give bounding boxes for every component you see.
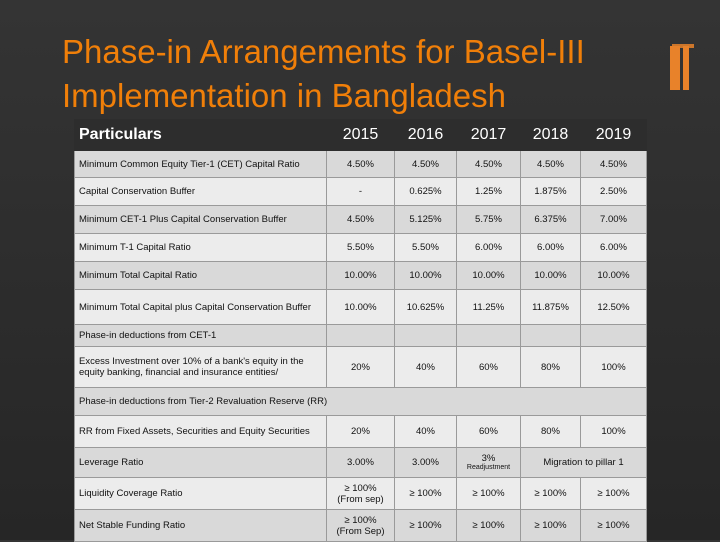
- column-header: 2019: [581, 120, 647, 151]
- table-cell: ≥ 100% (From Sep): [327, 510, 395, 542]
- table-row: [75, 416, 647, 448]
- column-header: Particulars: [75, 120, 327, 151]
- table-cell: -: [327, 178, 395, 206]
- table-cell: 10.00%: [521, 262, 581, 290]
- table-row: [75, 478, 647, 510]
- table-cell: 7.00%: [581, 206, 647, 234]
- table-cell: 4.50%: [327, 151, 395, 178]
- table-row: [75, 510, 647, 542]
- table-cell: 4.50%: [395, 151, 457, 178]
- table-cell: 1.875%: [521, 178, 581, 206]
- table-row: [75, 325, 647, 347]
- table-cell: 4.50%: [327, 206, 395, 234]
- merged-cell: Migration to pillar 1: [521, 448, 647, 478]
- table-cell: 10.00%: [327, 262, 395, 290]
- table-cell: ≥ 100%: [521, 510, 581, 542]
- row-label: Excess Investment over 10% of a bank's equity in the equity banking, financial and insurance entities/: [75, 347, 327, 388]
- table-cell: [395, 325, 457, 347]
- table-cell: 4.50%: [521, 151, 581, 178]
- table-cell: 5.50%: [395, 234, 457, 262]
- table-cell: 6.375%: [521, 206, 581, 234]
- table-cell: 3.00%: [327, 448, 395, 478]
- table-cell: 20%: [327, 416, 395, 448]
- accent-decoration: [683, 46, 689, 90]
- table-cell: 5.75%: [457, 206, 521, 234]
- basel-phase-in-table: [74, 119, 647, 542]
- table-row: [75, 234, 647, 262]
- table-cell: 1.25%: [457, 178, 521, 206]
- table-cell: 5.50%: [327, 234, 395, 262]
- table-row: [75, 388, 647, 416]
- table-row: [75, 262, 647, 290]
- table-header-row: [75, 120, 647, 151]
- table-cell: 40%: [395, 416, 457, 448]
- table-row: [75, 178, 647, 206]
- table-cell: ≥ 100%: [457, 478, 521, 510]
- row-label: Minimum Common Equity Tier-1 (CET) Capital Ratio: [75, 151, 327, 178]
- table-cell: ≥ 100%: [581, 478, 647, 510]
- table-cell: 0.625%: [395, 178, 457, 206]
- table-cell: ≥ 100%: [395, 478, 457, 510]
- table-cell: ≥ 100%: [395, 510, 457, 542]
- row-label: Liquidity Coverage Ratio: [75, 478, 327, 510]
- table-row: [75, 151, 647, 178]
- table-cell: 40%: [395, 347, 457, 388]
- table-cell: 10.00%: [395, 262, 457, 290]
- table-cell: 4.50%: [581, 151, 647, 178]
- table-cell: 10.00%: [327, 290, 395, 325]
- table-cell: 80%: [521, 416, 581, 448]
- table-cell: 20%: [327, 347, 395, 388]
- table-cell: ≥ 100%: [521, 478, 581, 510]
- table-cell: ≥ 100% (From sep): [327, 478, 395, 510]
- table-cell: [457, 448, 521, 478]
- row-label: Net Stable Funding Ratio: [75, 510, 327, 542]
- table-cell: 100%: [581, 416, 647, 448]
- table-cell: [457, 325, 521, 347]
- slide-title: Phase-in Arrangements for Basel-III Implementation in Bangladesh: [62, 33, 585, 114]
- table-cell: 4.50%: [457, 151, 521, 178]
- column-header: 2017: [457, 120, 521, 151]
- table-cell: 5.125%: [395, 206, 457, 234]
- table-cell: 60%: [457, 416, 521, 448]
- column-header: 2018: [521, 120, 581, 151]
- row-label: Minimum T-1 Capital Ratio: [75, 234, 327, 262]
- table-cell: 80%: [521, 347, 581, 388]
- column-header: 2016: [395, 120, 457, 151]
- table-cell: 10.00%: [457, 262, 521, 290]
- table-cell: 60%: [457, 347, 521, 388]
- table-cell: ≥ 100%: [457, 510, 521, 542]
- table-cell: 11.875%: [521, 290, 581, 325]
- row-label: RR from Fixed Assets, Securities and Equity Securities: [75, 416, 327, 448]
- readjustment-note: Readjustment: [466, 464, 511, 471]
- table-cell: [581, 325, 647, 347]
- table-row: [75, 448, 647, 478]
- table-row: [75, 290, 647, 325]
- row-label: Capital Conservation Buffer: [75, 178, 327, 206]
- table-cell: 6.00%: [457, 234, 521, 262]
- row-label: Minimum Total Capital Ratio: [75, 262, 327, 290]
- table-row: [75, 206, 647, 234]
- row-label: Minimum Total Capital plus Capital Conservation Buffer: [75, 290, 327, 325]
- table-cell: ≥ 100%: [581, 510, 647, 542]
- table-cell: 10.625%: [395, 290, 457, 325]
- table-cell: 6.00%: [521, 234, 581, 262]
- cell-value: 3%: [481, 453, 496, 464]
- table-cell: 11.25%: [457, 290, 521, 325]
- column-header: 2015: [327, 120, 395, 151]
- table-cell: [521, 325, 581, 347]
- row-label: Leverage Ratio: [75, 448, 327, 478]
- table-cell: 100%: [581, 347, 647, 388]
- table-cell: [327, 325, 395, 347]
- table-cell: 3.00%: [395, 448, 457, 478]
- row-label: Minimum CET-1 Plus Capital Conservation Buffer: [75, 206, 327, 234]
- table-cell: 12.50%: [581, 290, 647, 325]
- table-cell: 10.00%: [581, 262, 647, 290]
- table-cell: 6.00%: [581, 234, 647, 262]
- section-label: Phase-in deductions from Tier-2 Revaluation Reserve (RR): [75, 388, 647, 416]
- row-label: Phase-in deductions from CET-1: [75, 325, 327, 347]
- table-row: [75, 347, 647, 388]
- accent-decoration: [670, 46, 680, 90]
- table-cell: 2.50%: [581, 178, 647, 206]
